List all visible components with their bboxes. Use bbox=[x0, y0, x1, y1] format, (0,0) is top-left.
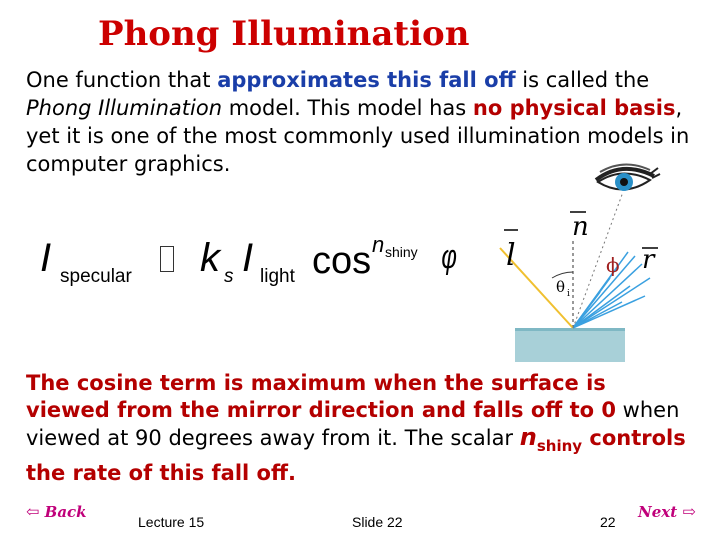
footer-page-number: 22 bbox=[600, 514, 616, 530]
intro-text-3: model. This model has bbox=[222, 96, 473, 120]
surface-edge bbox=[515, 328, 625, 331]
intro-text-4: , yet it is one of the most commonly used illumination models in computer graphics. bbox=[26, 96, 690, 176]
eq-exponent-n: n bbox=[372, 232, 385, 257]
eq-intensity-symbol: I bbox=[40, 236, 52, 280]
slide-title: Phong Illumination bbox=[98, 14, 470, 54]
back-arrow-icon: ⇦ bbox=[26, 502, 40, 521]
l-label: l bbox=[506, 238, 516, 273]
next-button-label: Next bbox=[638, 503, 678, 521]
reflection-diagram-svg bbox=[490, 160, 690, 365]
explanation-text-1: when viewed at 90 degrees away from it. The scalar bbox=[26, 398, 680, 450]
explanation-bold-text: The cosine term is maximum when the surface is viewed from the mirror direction and falls off to 0 bbox=[26, 371, 616, 422]
r-label: r bbox=[642, 245, 655, 275]
eye-icon bbox=[596, 164, 660, 191]
eq-k-symbol: k bbox=[200, 236, 220, 280]
intro-text-1: One function that bbox=[26, 68, 218, 92]
theta-subscript: i bbox=[567, 289, 570, 299]
eq-cos: cos bbox=[312, 240, 372, 282]
explanation-bold-text-2: controls the rate of this fall off. bbox=[26, 426, 686, 485]
eq-exponent-shiny: shiny bbox=[385, 244, 418, 260]
eq-subscript-light: light bbox=[260, 266, 295, 287]
intro-model-name: Phong Illumination bbox=[26, 96, 223, 120]
intro-text-2: is called the bbox=[515, 68, 650, 92]
explanation-n-shiny bbox=[519, 423, 583, 455]
back-button[interactable] bbox=[26, 502, 87, 521]
surface-block bbox=[515, 330, 625, 362]
next-arrow-icon: ⇨ bbox=[682, 502, 696, 521]
footer-lecture: Lecture 15 bbox=[138, 514, 205, 530]
eq-subscript-specular: specular bbox=[60, 266, 132, 287]
eq-missing-glyph-equals bbox=[160, 246, 174, 272]
phong-equation bbox=[38, 228, 478, 298]
intro-highlight-no-physical-basis: no physical basis bbox=[472, 96, 676, 120]
intro-highlight-fall-off: approximates this fall off bbox=[217, 68, 516, 92]
eq-phi: φ bbox=[441, 238, 457, 276]
eq-subscript-s: s bbox=[224, 266, 234, 287]
n-shiny-subscript: shiny bbox=[536, 436, 583, 455]
n-symbol: n bbox=[519, 423, 537, 451]
reflection-diagram bbox=[490, 160, 690, 365]
phi-label: ϕ bbox=[606, 253, 620, 277]
next-button[interactable] bbox=[638, 502, 696, 521]
explanation-paragraph bbox=[26, 370, 696, 487]
n-label: n bbox=[572, 212, 589, 242]
eq-light-intensity-symbol: I bbox=[242, 236, 254, 280]
footer-slide: Slide 22 bbox=[352, 514, 403, 530]
back-button-label: Back bbox=[44, 503, 87, 521]
theta-label: θ bbox=[556, 278, 566, 296]
